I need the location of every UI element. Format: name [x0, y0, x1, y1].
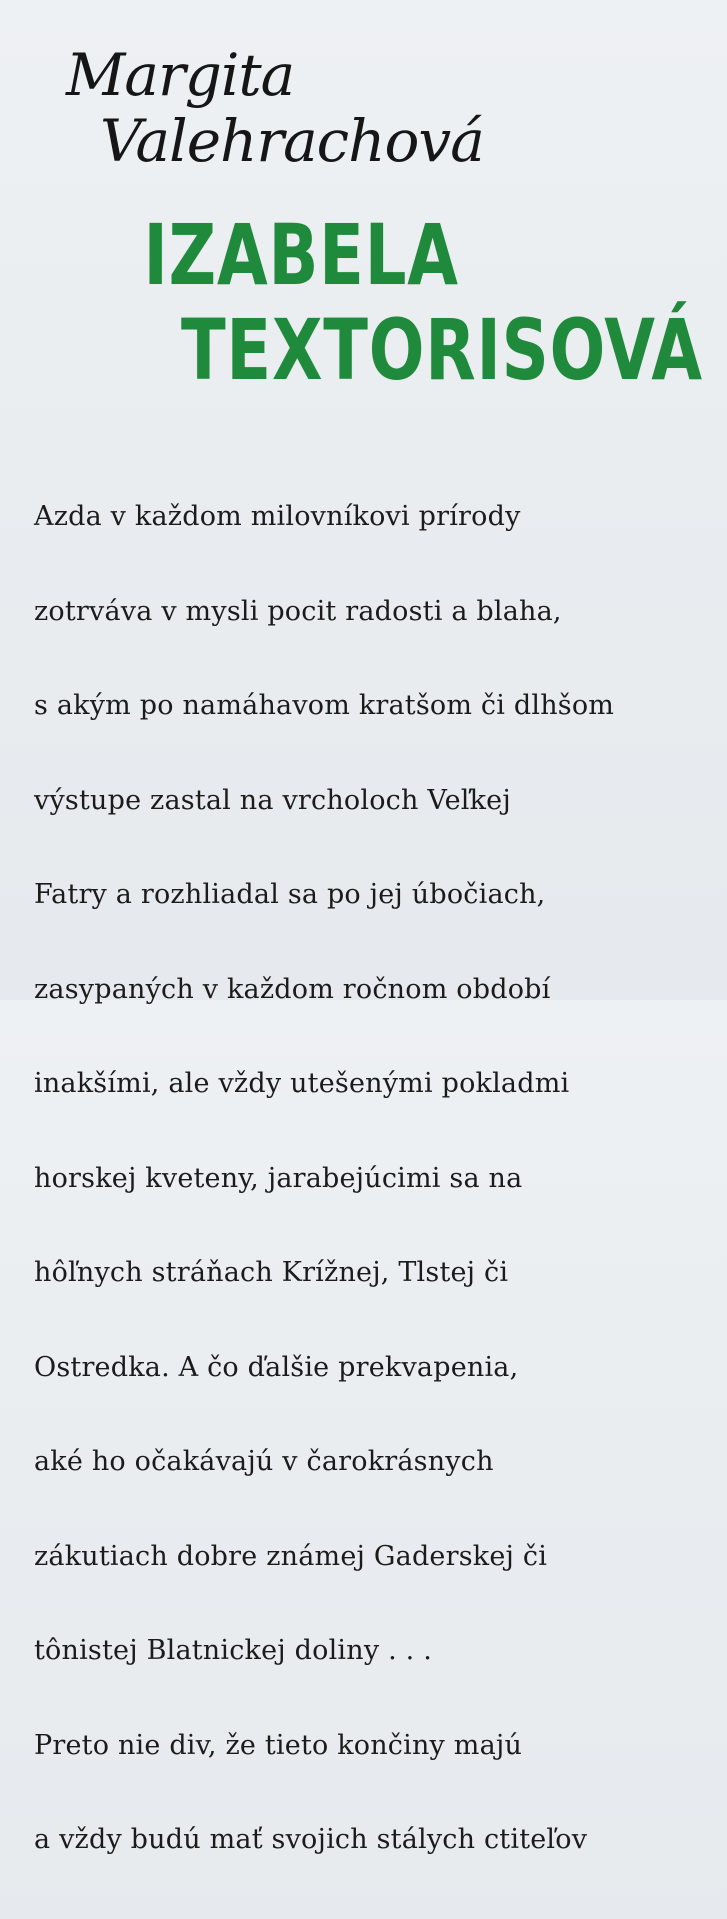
blurb-line: výstupe zastal na vrcholoch Veľkej	[34, 784, 511, 816]
author-last-name: Valehrachová	[100, 107, 484, 175]
blurb-line: tônistej Blatnickej doliny . . .	[34, 1635, 432, 1666]
blurb-line: horskej kveteny, jarabejúcimi sa na	[34, 1162, 523, 1194]
author-first-name: Margita	[66, 41, 295, 109]
blurb-line: zotrváva v mysli pocit radosti a blaha,	[34, 595, 562, 627]
author-name	[28, 42, 548, 174]
blurb-line: zasypaných v každom ročnom období	[34, 973, 551, 1005]
book-title	[0, 208, 727, 398]
blurb-line: a vždy budú mať svojich stálych ctiteľov	[34, 1824, 588, 1855]
blurb-line: Fatry a rozhliadal sa po jej úbočiach,	[34, 879, 546, 910]
blurb-line: s akým po namáhavom kratšom či dlhšom	[34, 690, 615, 721]
book-title-line-1: IZABELA	[143, 206, 459, 304]
blurb-line: aké ho očakávajú v čarokrásnych	[34, 1446, 494, 1477]
blurb-line: inakšími, ale vždy utešenými pokladmi	[34, 1068, 570, 1099]
blurb-line: Ostredka. A čo ďalšie prekvapenia,	[34, 1351, 519, 1383]
book-title-line-2: TEXTORISOVÁ	[180, 301, 703, 399]
blurb-line: Preto nie div, že tieto končiny majú	[34, 1729, 523, 1761]
blurb-line: Azda v každom milovníkovi prírody	[34, 501, 521, 532]
blurb-text	[34, 438, 694, 1919]
blurb-line: hôľnych stráňach Krížnej, Tlstej či	[34, 1257, 509, 1288]
blurb-line: zákutiach dobre známej Gaderskej či	[34, 1540, 548, 1572]
